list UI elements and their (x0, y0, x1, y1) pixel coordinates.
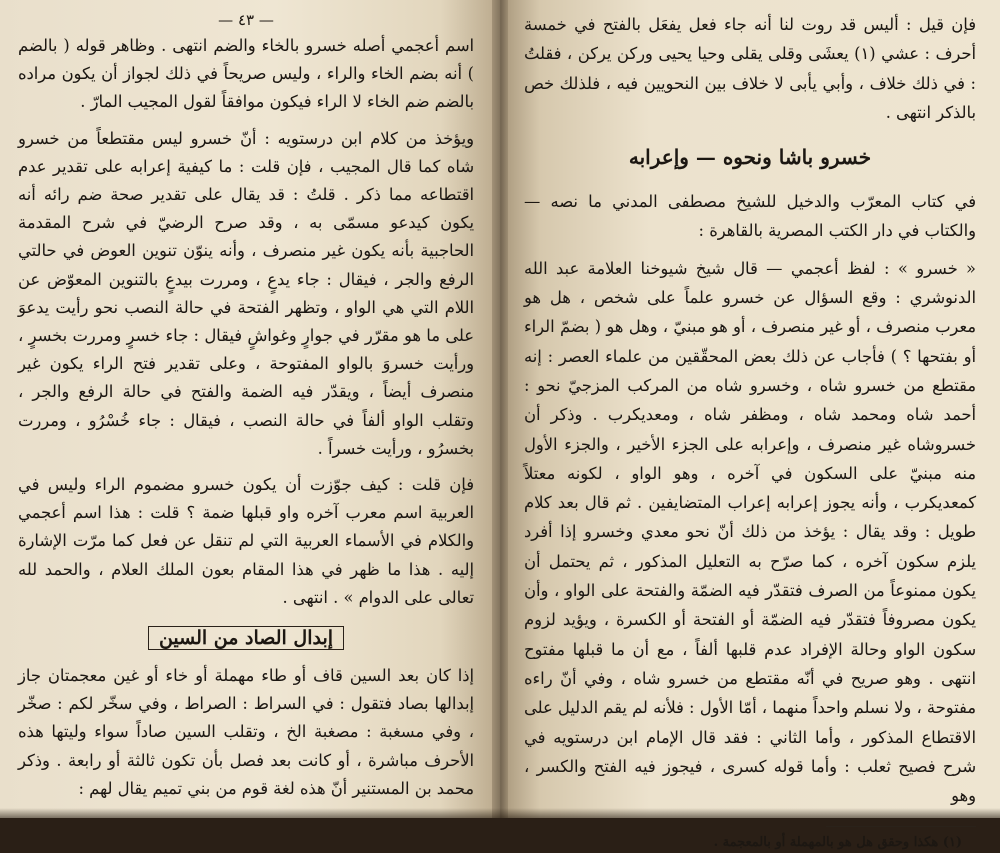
right-intro-paragraph: فإن قيل : أليس قد روت لنا أنه جاء فعل يفعَل بالفتح في خمسة أحرف : عشي (١) يعشَى وقلى يقلى وحيا يحيى وركن يركن ، فقلتُ : في ذلك خلاف ، وأبي يأبى لا خلاف بين النحويين فيه ، فلذلك خص بالذكر انتهى . (524, 15, 976, 122)
footnote-rule (826, 826, 976, 827)
book-gutter (492, 0, 508, 818)
page-bottom-shadow (0, 808, 1000, 818)
right-paragraph-2: « خسرو » : لفظ أعجمي — قال شيخ شيوخنا العلامة عبد الله الدنوشري : وقع السؤال عن خسرو علماً على شخص ، هل هو معرب منصرف ، أو غير منصرف ، أو هو مبنيّ ، وهل هو ( بضمّ الراء أو بفتحها ؟ ) فأجاب عن ذلك بعض المحقّقين من علماء العصر : إنه مقتطع من خسرو شاه ، وخسرو شاه من المركب المزجيّ نحو : أحمد شاه ومحمد شاه ، ومظفر شاه ، ومعديكرب . وذكر أن خسروشاه غير منصرف ، وإعرابه على الجزء الأخير ، والجزء الأول منه مبنيّ على السكون في آخره ، وهو الواو ، لكونه معتلاً كمعديكرب ، وأنه يجوز إعرابه إعراب المتضايفين . ثم قال بعد كلام طويل : وقد يقال : يؤخذ من ذلك أنّ نحو معدي وخسرو إذا أفرد يلزم سكون آخره ، كما صرّح به التعليل المذكور ، ثم يحتمل أن يكون ممنوعاً من الصرف فتقدّر فيه الضمّة والفتحة على الواو ، وأن يكون مصروفاً فتقدّر فيه الضمّة أو الفتحة أو الكسرة ، ويؤيد لزوم سكون الواو وحالة الإفراد عدم قلبها ألفاً ، مع أن ما قبلها مفتوح انتهى . وهو صريح في أنّه مقتطع من خسرو شاه ، وفي أنّ راءه مفتوحة ، ولا نسلم واحداً منهما ، أمّا الأول : فلأنه لم يقم الدليل على الاقتطاع المذكور ، وأما الثاني : فقد قال الإمام ابن درستويه في شرح فصيح ثعلب : وأما قوله كسرى ، فيجوز فيه الفتح والكسر ، وهو (524, 258, 976, 806)
left-section-paragraph: إذا كان بعد السين قاف أو طاء مهملة أو خاء أو غين معجمتان جاز إبدالها بصاد فتقول : في السراط : الصراط ، وفي سخّر لكم : صخّر ، وفي مسغبة : مصغبة الخ ، وتقلب السين صاداً سواء وليتها هذه الأحرف مباشرة ، أو كانت بعد فصل بأن تكون ثالثة أو رابعة . وذكر محمد بن المستنير أنّ هذه لغة قوم من بني تميم يقال لهم : (18, 666, 474, 798)
right-page (500, 0, 1000, 851)
right-heading: خسرو باشا ونحوه — وإعرابه (628, 145, 872, 170)
left-paragraph-1: اسم أعجمي أصله خسرو بالخاء والضم انتهى . وظاهر قوله ( بالضم ) أنه بضم الخاء والراء ، وليس صريحاً في ذلك لجواز أن يكون مراده بالضم ضم الخاء لا الراء فيكون موافقاً لقول المجيب المارّ . (18, 36, 474, 112)
page-number: — ٤٣ — (218, 11, 274, 29)
right-paragraph-1: في كتاب المعرّب والدخيل للشيخ مصطفى المدني ما نصه — والكتاب في دار الكتب المصرية بالقاهرة : (524, 192, 976, 241)
left-paragraph-2: ويؤخذ من كلام ابن درستويه : أنّ خسرو ليس مقتطعاً من خسرو شاه كما قال المجيب ، فإن قلت : ما كيفية إعرابه على تقدير عدم اقتطاعه مما ذكر . قلتُ : قد يقال على تقدير صحة ضم رائه أنه يكون كيدعو مسمّى به ، وقد صرح الرضيّ في شرح المقدمة الحاجبية بأنه يكون غير منصرف ، وأنه ينوّن تنوين العوض في حالتي الرفع والجر ، فيقال : جاء يدعٍ ، ومررت بيدعٍ بالتنوين المعوّض عن اللام التي هي الواو ، وتظهر الفتحة في حالة النصب نحو رأيت يدعوَ على ما هو مقرّر في جوارٍ وغواشٍ فيقال : جاء خسرٍ ومررت بخسرٍ ، ورأيت خسروَ بالواو المفتوحة ، وعلى تقدير فتح الراء يكون غير منصرف أيضاً ، ويقدّر فيه الضمة والفتح في حالة الرفع والجر ، وتقلب الواو ألفاً في حالة النصب ، فيقال : جاء خُسْرُو ، ومررت بخسرُو ، ورأيت خسراً . (18, 128, 474, 458)
left-paragraph-3: فإن قلت : كيف جوّزت أن يكون خسرو مضموم الراء وليس في العربية اسم معرب آخره واو قبلها ضمة ؟ قلت : هذا اسم أعجمي والكلام في الأسماء العربية التي لم تنقل عن فعل كما مرّت الإشارة إليه . هذا ما ظهر في هذا المقام بعون الملك العلام ، والحمد لله تعالى على الدوام » . انتهى . (18, 475, 474, 607)
section-heading-text: إبدال الصاد من السين (148, 626, 344, 650)
footnote: (١) هكذا وحقق هل هو بالمهملة أو بالمعجمة . (713, 835, 962, 851)
left-page (0, 0, 500, 818)
section-heading (18, 618, 474, 658)
